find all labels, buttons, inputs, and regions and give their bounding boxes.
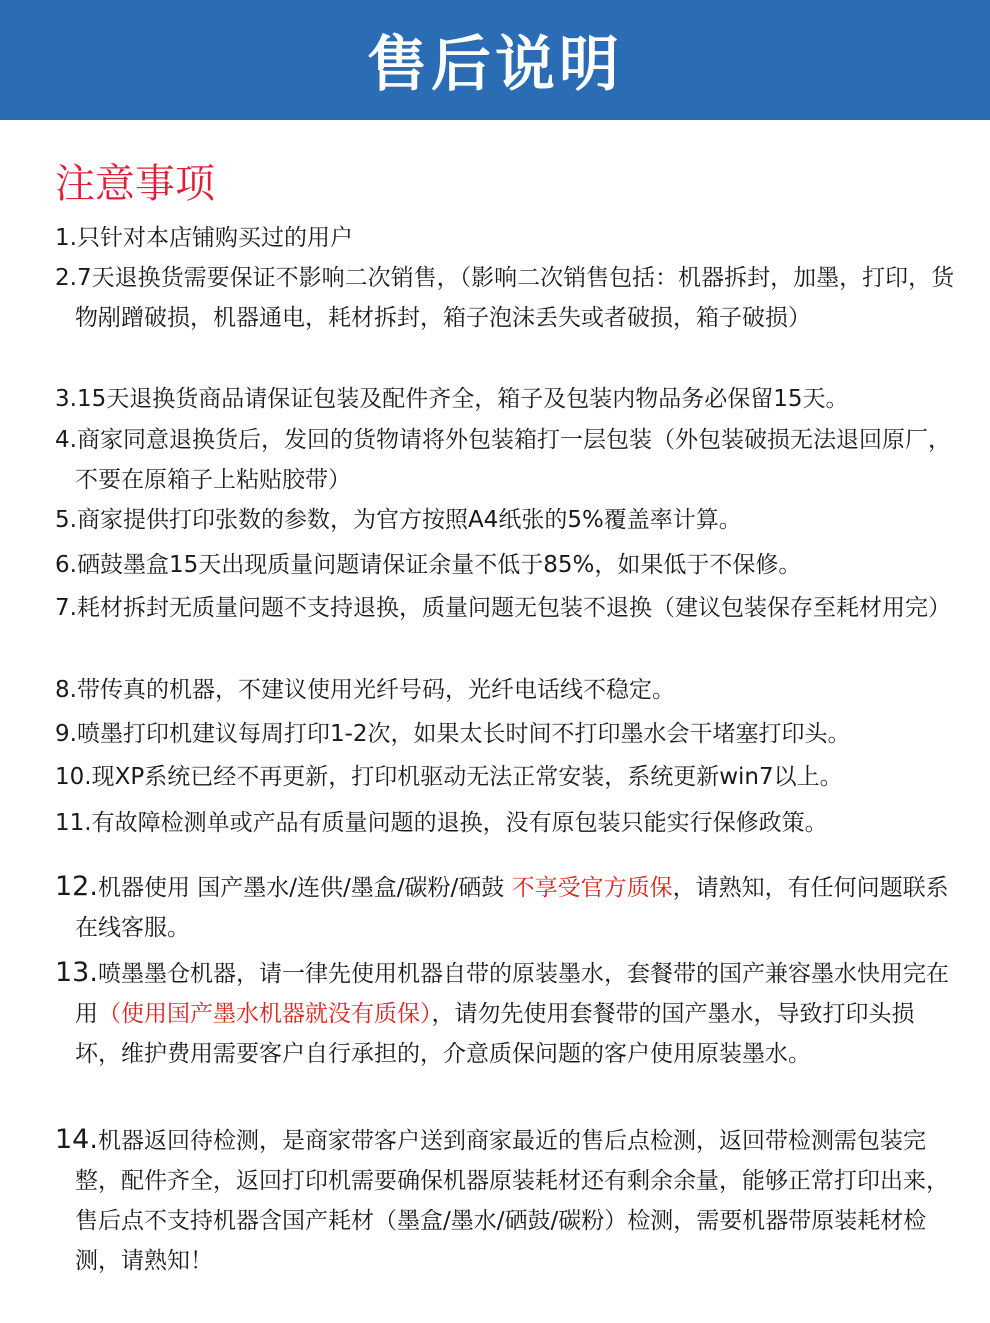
notice-item-14 (55, 1120, 955, 1281)
item-number: 3. (55, 386, 77, 412)
notice-item-10 (55, 757, 955, 797)
item-text: 带传真的机器，不建议使用光纤号码，光纤电话线不稳定。 (76, 677, 675, 703)
item-number: 2. (55, 265, 77, 291)
item-text: 商家同意退换货后，发回的货物请将外包装箱打一层包装（外包装破损无法退回原厂，不要在原箱子上粘贴胶带） (75, 427, 951, 493)
item-text: 商家提供打印张数的参数，为官方按照A4纸张的5%覆盖率计算。 (76, 507, 742, 533)
item-number: 1. (55, 225, 77, 251)
item-number: 9. (55, 721, 77, 747)
item-number: 6. (55, 552, 77, 578)
item-number: 4. (55, 427, 77, 453)
notice-item-7 (55, 588, 955, 628)
item-text: 15天退换货商品请保证包装及配件齐全，箱子及包装内物品务必保留15天。 (76, 386, 849, 412)
item-text: 有故障检测单或产品有质量问题的退换，没有原包装只能实行保修政策。 (91, 810, 828, 836)
item-text: 只针对本店铺购买过的用户 (76, 225, 353, 251)
item-text: 现XP系统已经不再更新，打印机驱动无法正常安装，系统更新win7以上。 (91, 764, 843, 790)
item-text: 硒鼓墨盒15天出现质量问题请保证余量不低于85%，如果低于不保修。 (76, 552, 802, 578)
notice-item-12 (55, 867, 955, 948)
notice-item-1 (55, 218, 955, 258)
item-text: ，请熟知，有任何问题联系在线客服。 (75, 875, 949, 941)
item-number: 10. (55, 764, 92, 790)
notice-item-5 (55, 500, 955, 540)
item-text: ，请勿先使用套餐带的国产墨水，导致打印头损坏，维护费用需要客户自行承担的，介意质保问题的客户使用原装墨水。 (75, 1001, 915, 1067)
notice-item-11 (55, 803, 955, 843)
item-number: 7. (55, 595, 77, 621)
notice-item-9 (55, 714, 955, 754)
item-number: 14. (55, 1124, 98, 1155)
header-banner (0, 0, 990, 120)
notice-item-4 (55, 420, 955, 500)
item-text: 喷墨打印机建议每周打印1-2次，如果太长时间不打印墨水会干堵塞打印头。 (76, 721, 851, 747)
notice-item-13 (55, 953, 955, 1074)
notice-item-2 (55, 258, 955, 338)
item-text: 机器使用 国产墨水/连供/墨盒/碳粉/硒鼓 (97, 875, 512, 901)
warning-text: 不享受官方质保 (511, 875, 673, 901)
item-number: 5. (55, 507, 77, 533)
item-number: 8. (55, 677, 77, 703)
notice-item-8 (55, 670, 955, 710)
item-text: 喷墨墨仓机器，请一律先使用机器自带的原装墨水，套餐带的国产兼容墨水快用完在用 (75, 961, 949, 1027)
item-text: 机器返回待检测，是商家带客户送到商家最近的售后点检测，返回带检测需包装完整，配件齐全，返回打印机需要确保机器原装耗材还有剩余余量，能够正常打印出来，售后点不支持机器含国产耗材（墨盒/墨水/硒鼓/碳粉）检测，需要机器带原装耗材检测，请熟知！ (75, 1128, 949, 1274)
warning-text: （使用国产墨水机器就没有质保） (98, 1001, 432, 1027)
item-text: 7天退换货需要保证不影响二次销售，（影响二次销售包括：机器拆封，加墨，打印，货物剐蹭破损，机器通电，耗材拆封，箱子泡沫丢失或者破损，箱子破损） (75, 265, 955, 331)
notice-item-3 (55, 379, 955, 419)
item-number: 13. (55, 957, 98, 988)
section-title: 注意事项 (55, 161, 215, 207)
notice-item-6 (55, 545, 955, 585)
item-number: 12. (55, 871, 98, 902)
item-number: 11. (55, 810, 92, 836)
page-title: 售后说明 (367, 30, 623, 100)
item-text: 耗材拆封无质量问题不支持退换，质量问题无包装不退换（建议包装保存至耗材用完） (76, 595, 951, 621)
